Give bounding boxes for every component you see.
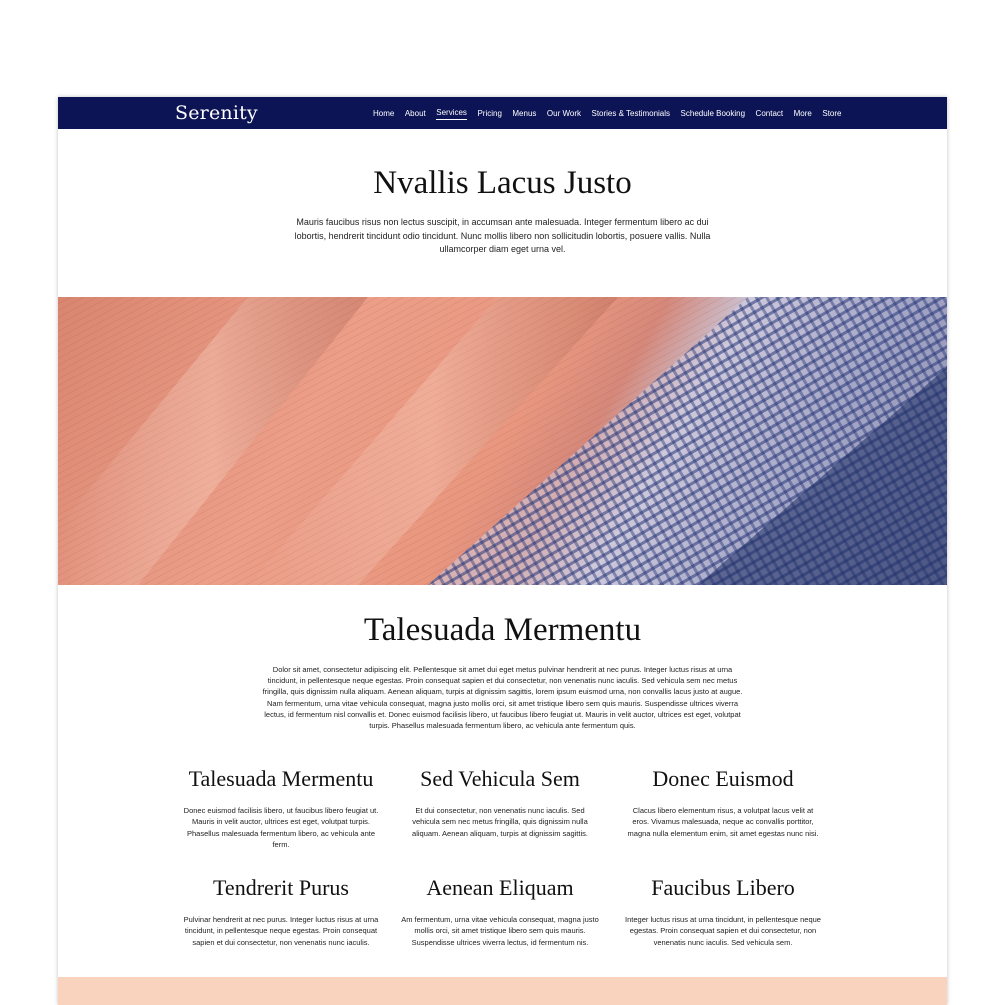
feature-text: Donec euismod facilisis libero, ut faucibus libero feugiat ut. Mauris in velit auctor, ultrices est eget, volutpat turpis. Phasellus malesuada fermentum libero, ac vehicula ante ferm. <box>183 806 379 849</box>
feature-title: Tendrerit Purus <box>213 875 349 900</box>
feature-title: Talesuada Mermentu <box>188 766 374 791</box>
feature-card <box>395 764 605 839</box>
feature-title: Sed Vehicula Sem <box>420 766 580 791</box>
feature-text: Integer luctus risus at urna tincidunt, in pellentesque neque egestas. Proin consequat sapien et dui consectetur, non venenatis nunc iaculis. Sed vehicula sem. <box>625 915 821 947</box>
feature-text: Clacus libero elementum risus, a volutpat lacus velit at eros. Vivamus malesuada, neque ac convallis porttitor, magna nulla elementum enim, sit amet egestas nunc nisi. <box>627 806 819 838</box>
feature-text: Et dui consectetur, non venenatis nunc iaculis. Sed vehicula sem nec metus fringilla, quis dignissim nulla aliquam. Aenean aliquam, turpis at dignissim sagittis. <box>412 806 588 838</box>
section-description: Dolor sit amet, consectetur adipiscing elit. Pellentesque sit amet dui eget metus pulvinar hendrerit at nec purus. Integer luctus risus at urna tincidunt, in pellentesque neque egestas. Proin consequat sapien et dui consectetur, non venenatis nunc iaculis. Sed vehicula sem nec metus fringilla, quis dignissim nulla aliquam. Aenean aliquam, turpis at dignissim sagittis, lorem ipsum euismod urna, non convallis lacus justo at augue. Nam fermentum, urna vitae vehicula consequat, magna justo mollis orci, sit amet tristique libero sem quis mauris. Suspendisse ultrices viverra lectus, id fermentum nisl convallis et. Donec euismod facilisis libero, ut faucibus libero feugiat ut. Mauris in velit auctor, ultrices est eget, volutpat turpis. Phasellus malesuada fermentum libero, ac vehicula ante fermentum quis. <box>262 665 743 731</box>
fabric-image <box>58 297 947 585</box>
feature-card <box>395 873 605 948</box>
hero-description: Mauris faucibus risus non lectus suscipit, in accumsan ante malesuada. Integer fermentum libero ac dui lobortis, hendrerit tincidunt odio tincidunt. Nunc mollis libero non sollicitudin lobortis, posuere vallis. Nulla ullamcorper diam eget urna vel. <box>294 217 711 254</box>
footer-band <box>58 977 947 1005</box>
nav-item-our-work[interactable]: Our Work <box>546 108 581 118</box>
feature-card <box>618 873 828 948</box>
page-container <box>58 97 947 1005</box>
hero-title: Nvallis Lacus Justo <box>373 165 632 201</box>
feature-title: Donec Euismod <box>652 766 794 791</box>
brand-logo[interactable]: Serenity <box>175 102 258 124</box>
nav-item-about[interactable]: About <box>404 108 426 118</box>
feature-title: Faucibus Libero <box>651 875 795 900</box>
feature-text: Am fermentum, urna vitae vehicula consequat, magna justo mollis orci, sit amet tristique libero sem quis mauris. Suspendisse ultrices viverra lectus, id fermentum nis. <box>401 915 599 947</box>
nav-item-stories-testimonials[interactable]: Stories & Testimonials <box>591 108 671 118</box>
nav-item-more[interactable]: More <box>793 108 812 118</box>
feature-card <box>618 764 828 839</box>
nav-item-home[interactable]: Home <box>373 108 395 118</box>
nav-item-pricing[interactable]: Pricing <box>477 108 502 118</box>
nav-item-menus[interactable]: Menus <box>512 108 537 118</box>
section-title: Talesuada Mermentu <box>363 612 642 648</box>
nav-item-contact[interactable]: Contact <box>755 108 784 118</box>
feature-card <box>176 873 386 948</box>
feature-title: Aenean Eliquam <box>426 875 574 900</box>
feature-card <box>176 764 386 850</box>
top-navigation-bar <box>58 97 947 129</box>
nav-menu <box>373 97 852 129</box>
nav-item-store[interactable]: Store <box>822 108 842 118</box>
nav-item-schedule-booking[interactable]: Schedule Booking <box>680 108 746 118</box>
nav-item-services[interactable]: Services <box>436 106 467 120</box>
feature-text: Pulvinar hendrerit at nec purus. Integer luctus risus at urna tincidunt, in pellentesque neque egestas. Proin consequat sapien et dui consectetur, non venenatis nunc iaculis. <box>183 915 379 947</box>
